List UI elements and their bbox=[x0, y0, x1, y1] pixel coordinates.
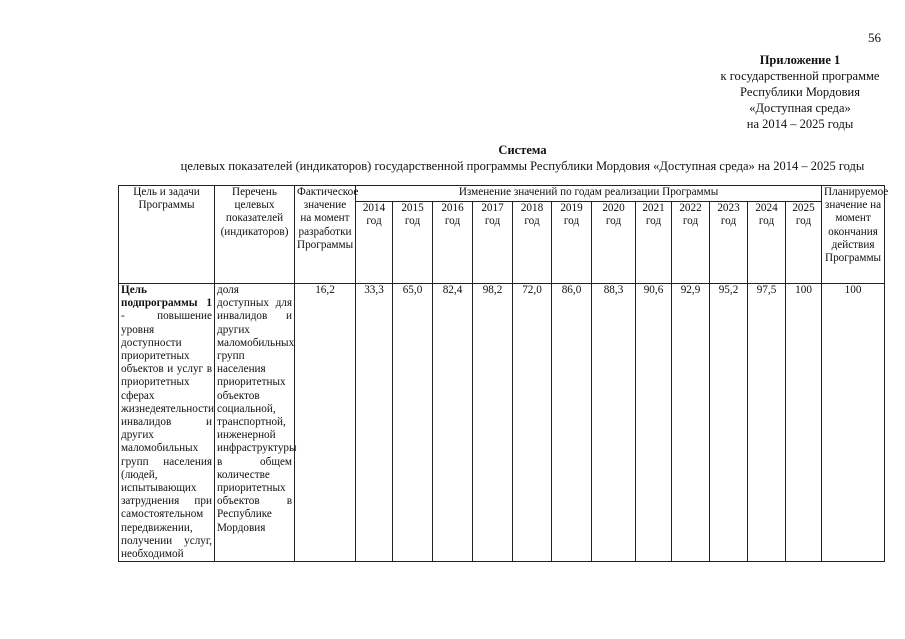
value-2022-cell: 92,9 bbox=[672, 284, 710, 562]
value-2016-cell: 82,4 bbox=[433, 284, 473, 562]
page-number: 56 bbox=[868, 30, 881, 45]
indicators-table bbox=[118, 185, 889, 562]
header-planned: Планируемое значение на момент окончания действия Программы bbox=[822, 186, 885, 284]
planned-value-cell: 100 bbox=[822, 284, 885, 562]
indicator-cell: доля доступных для инвалидов и других маломобильных групп населения приоритетных объектов социальной, транспортной, инженерной инфраструктуры в общем количестве приоритетных объектов в Республике Мордовия bbox=[215, 284, 295, 562]
header-year-2017 bbox=[473, 202, 513, 284]
value-2015-cell: 65,0 bbox=[393, 284, 433, 562]
header-year-2020 bbox=[592, 202, 636, 284]
table-row bbox=[119, 284, 885, 562]
heading-subtitle: целевых показателей (индикаторов) государственной программы Республики Мордовия «Доступная среда» на 2014 – 2025 годы bbox=[180, 159, 865, 173]
value-2024-cell: 97,5 bbox=[748, 284, 786, 562]
year-suffix: год bbox=[563, 215, 580, 228]
value-2025-cell: 100 bbox=[786, 284, 822, 562]
year-suffix: год bbox=[524, 215, 540, 228]
heading-title: Система bbox=[498, 143, 547, 157]
year-suffix: год bbox=[404, 215, 421, 228]
value-2014-cell: 33,3 bbox=[356, 284, 393, 562]
header-year-2022 bbox=[672, 202, 710, 284]
goal-cell bbox=[119, 284, 215, 562]
year-number: 2019 bbox=[560, 202, 583, 214]
header-year-2025 bbox=[786, 202, 822, 284]
actual-value-cell: 16,2 bbox=[295, 284, 356, 562]
header-year-2018 bbox=[513, 202, 552, 284]
year-number: 2017 bbox=[481, 202, 504, 214]
goal-text: - повышение уровня доступности приоритетных объектов и услуг в приоритетных сферах жизнедеятельности инвалидов и других маломобильных групп населения (людей, испытывающих затруднения при самостоятельном передвижении, получении услуг, необходимой bbox=[121, 310, 214, 561]
year-number: 2018 bbox=[520, 202, 544, 214]
value-2017-cell: 98,2 bbox=[473, 284, 513, 562]
header-year-2014 bbox=[356, 202, 393, 284]
year-suffix: год bbox=[758, 215, 775, 228]
header-year-2019 bbox=[552, 202, 592, 284]
year-suffix: год bbox=[366, 215, 382, 228]
header-year-2023 bbox=[710, 202, 748, 284]
header-actual: Фактическое значение на момент разработки Программы bbox=[295, 186, 356, 284]
year-suffix: год bbox=[645, 215, 662, 228]
year-number: 2016 bbox=[441, 202, 464, 214]
year-number: 2025 bbox=[792, 202, 815, 214]
value-2020-cell: 88,3 bbox=[592, 284, 636, 562]
value-2018-cell: 72,0 bbox=[513, 284, 552, 562]
value-2023-cell: 95,2 bbox=[710, 284, 748, 562]
header-indicators: Перечень целевых показателей (индикаторов) bbox=[215, 186, 295, 284]
header-changes: Изменение значений по годам реализации Программы bbox=[356, 186, 822, 202]
year-number: 2020 bbox=[602, 202, 625, 214]
header-year-2016 bbox=[433, 202, 473, 284]
year-number: 2021 bbox=[642, 202, 665, 214]
appendix-line: Республики Мордовия bbox=[740, 85, 860, 99]
year-suffix: год bbox=[605, 215, 622, 228]
header-year-2015 bbox=[393, 202, 433, 284]
year-suffix: год bbox=[720, 215, 737, 228]
header-year-2021 bbox=[636, 202, 672, 284]
year-number: 2022 bbox=[679, 202, 702, 214]
year-number: 2014 bbox=[362, 202, 386, 214]
year-number: 2015 bbox=[401, 202, 424, 214]
appendix-line: на 2014 – 2025 годы bbox=[746, 117, 854, 131]
value-2021-cell: 90,6 bbox=[636, 284, 672, 562]
header-goal: Цель и задачи Программы bbox=[119, 186, 215, 284]
year-suffix: год bbox=[444, 215, 461, 228]
goal-title: Цель подпрограммы 1 bbox=[121, 284, 212, 310]
value-2019-cell: 86,0 bbox=[552, 284, 592, 562]
appendix-line: «Доступная среда» bbox=[749, 101, 851, 115]
year-suffix: год bbox=[484, 215, 501, 228]
year-number: 2023 bbox=[717, 202, 740, 214]
year-suffix: год bbox=[682, 215, 699, 228]
header-year-2024 bbox=[748, 202, 786, 284]
appendix-line: к государственной программе bbox=[720, 69, 880, 83]
year-number: 2024 bbox=[755, 202, 778, 214]
year-suffix: год bbox=[795, 215, 812, 228]
appendix-block bbox=[700, 52, 900, 132]
document-heading bbox=[0, 142, 905, 174]
appendix-title: Приложение 1 bbox=[759, 53, 841, 67]
